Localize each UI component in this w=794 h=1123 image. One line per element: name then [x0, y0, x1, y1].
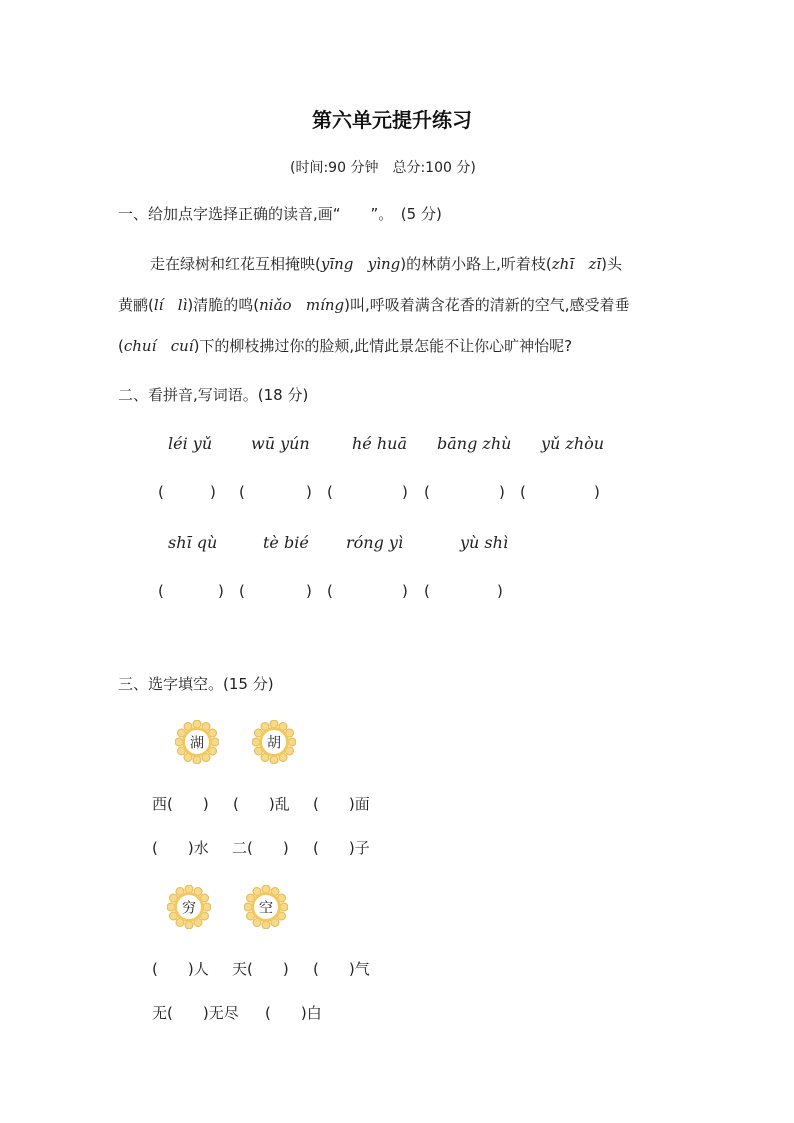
answer-paren-open: ( — [424, 582, 430, 600]
pinyin-word: bāng zhù — [437, 434, 512, 453]
text: )下的柳枝拂过你的脸颊,此情此景怎能不让你心旷神怡呢? — [193, 337, 573, 355]
answer-paren-close: ) — [402, 582, 408, 600]
text: 走在绿树和红花互相掩映( — [150, 255, 321, 273]
answer-paren-open: ( — [239, 582, 245, 600]
pinyin-option[interactable]: zhī — [551, 255, 575, 273]
answer-paren-open: ( — [327, 483, 333, 501]
pinyin-option[interactable]: yìng — [367, 255, 401, 273]
text: 黄鹂( — [118, 296, 154, 314]
pinyin-word: wū yún — [251, 434, 310, 453]
fill-item[interactable]: ( )乱 — [233, 795, 290, 813]
flower-badge-icon — [244, 885, 288, 929]
text: ( — [118, 337, 124, 355]
pinyin-option[interactable]: niǎo — [259, 296, 292, 314]
flower-badge-icon — [252, 720, 296, 764]
answer-paren-open: ( — [158, 483, 164, 501]
section1-line-2 — [118, 294, 630, 315]
badge-char: 空 — [259, 900, 273, 917]
flower-badge-icon — [167, 885, 211, 929]
fill-item[interactable]: ( )人 — [152, 960, 209, 978]
answer-paren-close: ) — [210, 483, 216, 501]
fill-item[interactable]: ( )面 — [313, 795, 370, 813]
fill-item[interactable]: 西( ) — [152, 795, 209, 813]
fill-item[interactable]: 天( ) — [232, 960, 289, 978]
answer-paren-close: ) — [594, 483, 600, 501]
text: )清脆的鸣( — [187, 296, 260, 314]
pinyin-word: róng yì — [346, 533, 404, 552]
pinyin-word: tè bié — [263, 533, 309, 552]
pinyin-option[interactable]: lí — [153, 296, 164, 314]
fill-item[interactable]: ( )水 — [152, 839, 209, 857]
section1-heading: 一、给加点字选择正确的读音,画“ ”。 (5 分) — [118, 205, 442, 223]
pinyin-option[interactable]: lì — [177, 296, 188, 314]
pinyin-option[interactable]: yīng — [320, 255, 354, 273]
badge-char: 穷 — [182, 900, 196, 917]
section1-line-1 — [150, 253, 622, 274]
pinyin-option[interactable]: cuí — [170, 337, 194, 355]
answer-paren-open: ( — [520, 483, 526, 501]
section1-line-3 — [118, 335, 572, 356]
text: )叫,呼吸着满含花香的清新的空气,感受着垂 — [344, 296, 630, 314]
flower-badge-icon — [175, 720, 219, 764]
section2-heading: 二、看拼音,写词语。(18 分) — [118, 386, 309, 404]
pinyin-word: yǔ zhòu — [541, 434, 605, 453]
character-badge — [175, 720, 219, 764]
pinyin-option[interactable]: chuí — [123, 337, 157, 355]
pinyin-word: hé huā — [352, 434, 408, 453]
answer-paren-close: ) — [306, 483, 312, 501]
page-title: 第六单元提升练习 — [312, 108, 472, 132]
pinyin-word: léi yǔ — [168, 434, 213, 453]
badge-char: 胡 — [267, 735, 281, 752]
answer-paren-open: ( — [239, 483, 245, 501]
answer-paren-close: ) — [402, 483, 408, 501]
text: )的林荫小路上,听着枝( — [400, 255, 552, 273]
answer-paren-close: ) — [497, 582, 503, 600]
character-badge — [167, 885, 211, 929]
answer-paren-close: ) — [218, 582, 224, 600]
fill-item[interactable]: ( )子 — [313, 839, 370, 857]
text: )头 — [601, 255, 622, 273]
answer-paren-close: ) — [306, 582, 312, 600]
answer-paren-open: ( — [158, 582, 164, 600]
section3-heading: 三、选字填空。(15 分) — [118, 675, 274, 693]
character-badge — [244, 885, 288, 929]
character-badge — [252, 720, 296, 764]
page-subtitle: (时间:90 分钟 总分:100 分) — [290, 160, 476, 176]
fill-item[interactable]: 二( ) — [232, 839, 289, 857]
pinyin-word: shī qù — [168, 533, 218, 552]
fill-item[interactable]: ( )白 — [265, 1004, 322, 1022]
pinyin-word: yù shì — [460, 533, 509, 552]
pinyin-option[interactable]: zī — [588, 255, 602, 273]
answer-paren-open: ( — [424, 483, 430, 501]
pinyin-option[interactable]: míng — [305, 296, 345, 314]
fill-item[interactable]: ( )气 — [313, 960, 370, 978]
fill-item[interactable]: 无( )无尽 — [152, 1004, 239, 1022]
badge-char: 湖 — [190, 735, 204, 752]
answer-paren-close: ) — [499, 483, 505, 501]
answer-paren-open: ( — [327, 582, 333, 600]
